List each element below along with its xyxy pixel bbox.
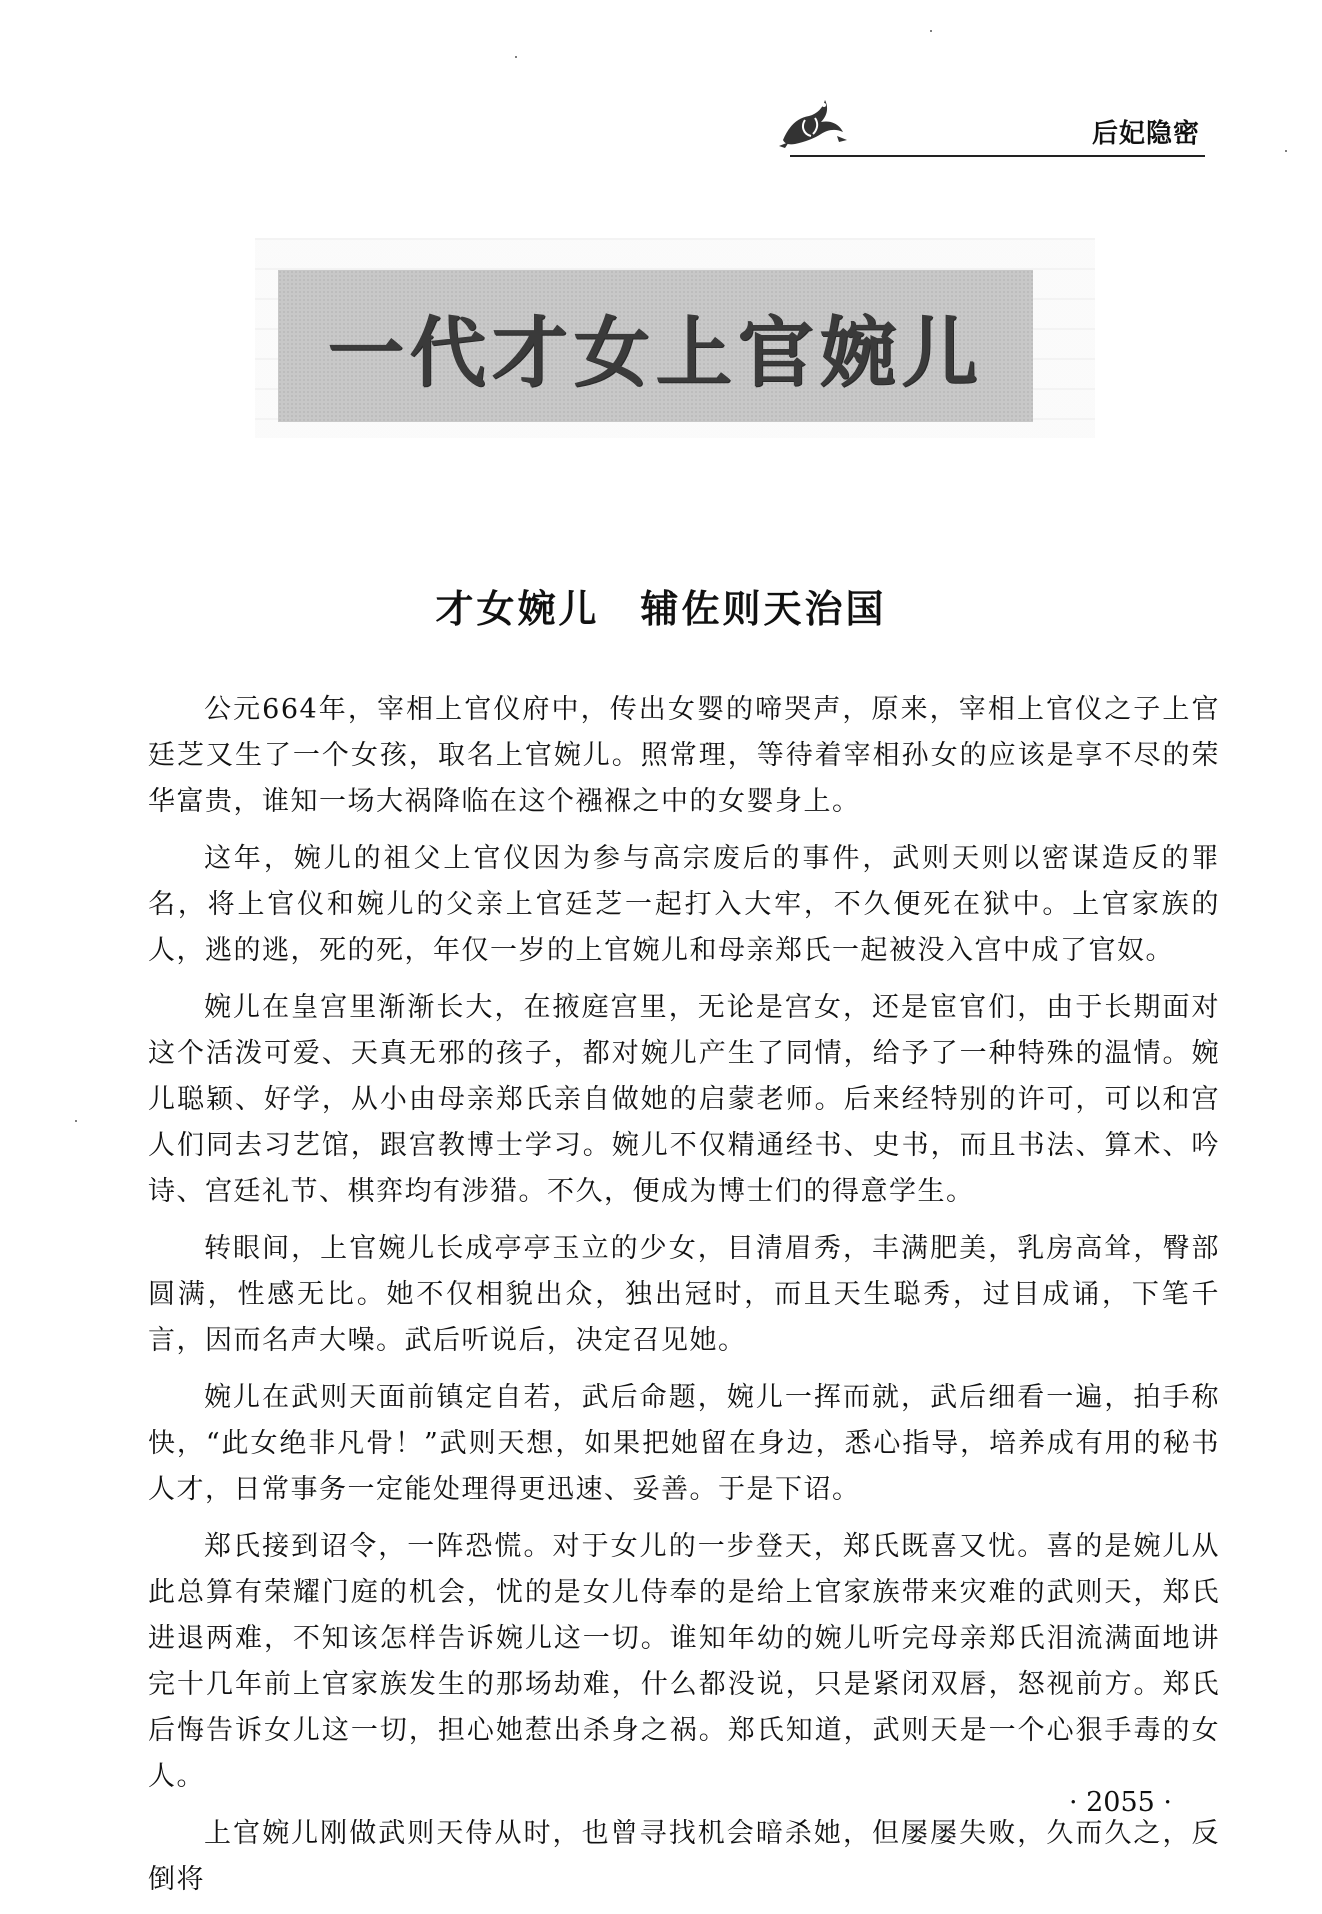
paragraph: 转眼间，上官婉儿长成亭亭玉立的少女，目清眉秀，丰满肥美，乳房高耸，臀部圆满，性感无比。她不仅相貌出众，独出冠时，而且天生聪秀，过目成诵，下笔千言，因而名声大噪。武后听说后，决定召见她。 [148, 1233, 1220, 1356]
page-number: · 2055 · [1068, 1787, 1172, 1818]
paragraph: 公元664年，宰相上官仪府中，传出女婴的啼哭声，原来，宰相上官仪之子上官廷芝又生了一个女孩，取名上官婉儿。照常理，等待着宰相孙女的应该是享不尽的荣华富贵，谁知一场大祸降临在这个襁褓之中的女婴身上。 [148, 694, 1220, 817]
paragraph: 婉儿在皇宫里渐渐长大，在掖庭宫里，无论是宫女，还是宦官们，由于长期面对这个活泼可爱、天真无邪的孩子，都对婉儿产生了同情，给予了一种特殊的温情。婉儿聪颖、好学，从小由母亲郑氏亲自做她的启蒙老师。后来经特别的许可，可以和宫人们同去习艺馆，跟宫教博士学习。婉儿不仅精通经书、史书，而且书法、算术、吟诗、宫廷礼节、棋弈均有涉猎。不久，便成为博士们的得意学生。 [148, 992, 1220, 1207]
dragon-emblem-icon [775, 96, 849, 152]
running-header-title: 后妃隐密 [1091, 119, 1200, 149]
paragraph: 上官婉儿刚做武则天侍从时，也曾寻找机会暗杀她，但屡屡失败，久而久之，反倒将 [148, 1818, 1220, 1895]
scan-speck [515, 56, 517, 58]
section-heading: 才女婉儿 辅佐则天治国 [435, 587, 887, 631]
paragraph: 这年，婉儿的祖父上官仪因为参与高宗废后的事件，武则天则以密谋造反的罪名，将上官仪和婉儿的父亲上官廷芝一起打入大牢，不久便死在狱中。上官家族的人，逃的逃，死的死，年仅一岁的上官婉儿和母亲郑氏一起被没入宫中成了官奴。 [148, 843, 1220, 966]
paragraph: 郑氏接到诏令，一阵恐慌。对于女儿的一步登天，郑氏既喜又忧。喜的是婉儿从此总算有荣耀门庭的机会，忧的是女儿侍奉的是给上官家族带来灾难的武则天，郑氏进退两难，不知该怎样告诉婉儿这一切。谁知年幼的婉儿听完母亲郑氏泪流满面地讲完十几年前上官家族发生的那场劫难，什么都没说，只是紧闭双唇，怒视前方。郑氏后悔告诉女儿这一切，担心她惹出杀身之祸。郑氏知道，武则天是一个心狠手毒的女人。 [148, 1531, 1220, 1792]
chapter-title: 一代才女上官婉儿 [327, 307, 984, 397]
scan-speck [75, 1120, 77, 1122]
header-divider [790, 155, 1205, 157]
title-banner [278, 270, 1033, 422]
paragraph: 婉儿在武则天面前镇定自若，武后命题，婉儿一挥而就，武后细看一遍，拍手称快，“此女绝非凡骨！”武则天想，如果把她留在身边，悉心指导，培养成有用的秘书人才，日常事务一定能处理得更迅速、妥善。于是下诏。 [148, 1382, 1220, 1505]
article-body [148, 687, 1220, 1914]
scan-speck [1285, 150, 1287, 152]
scan-speck [930, 30, 932, 32]
